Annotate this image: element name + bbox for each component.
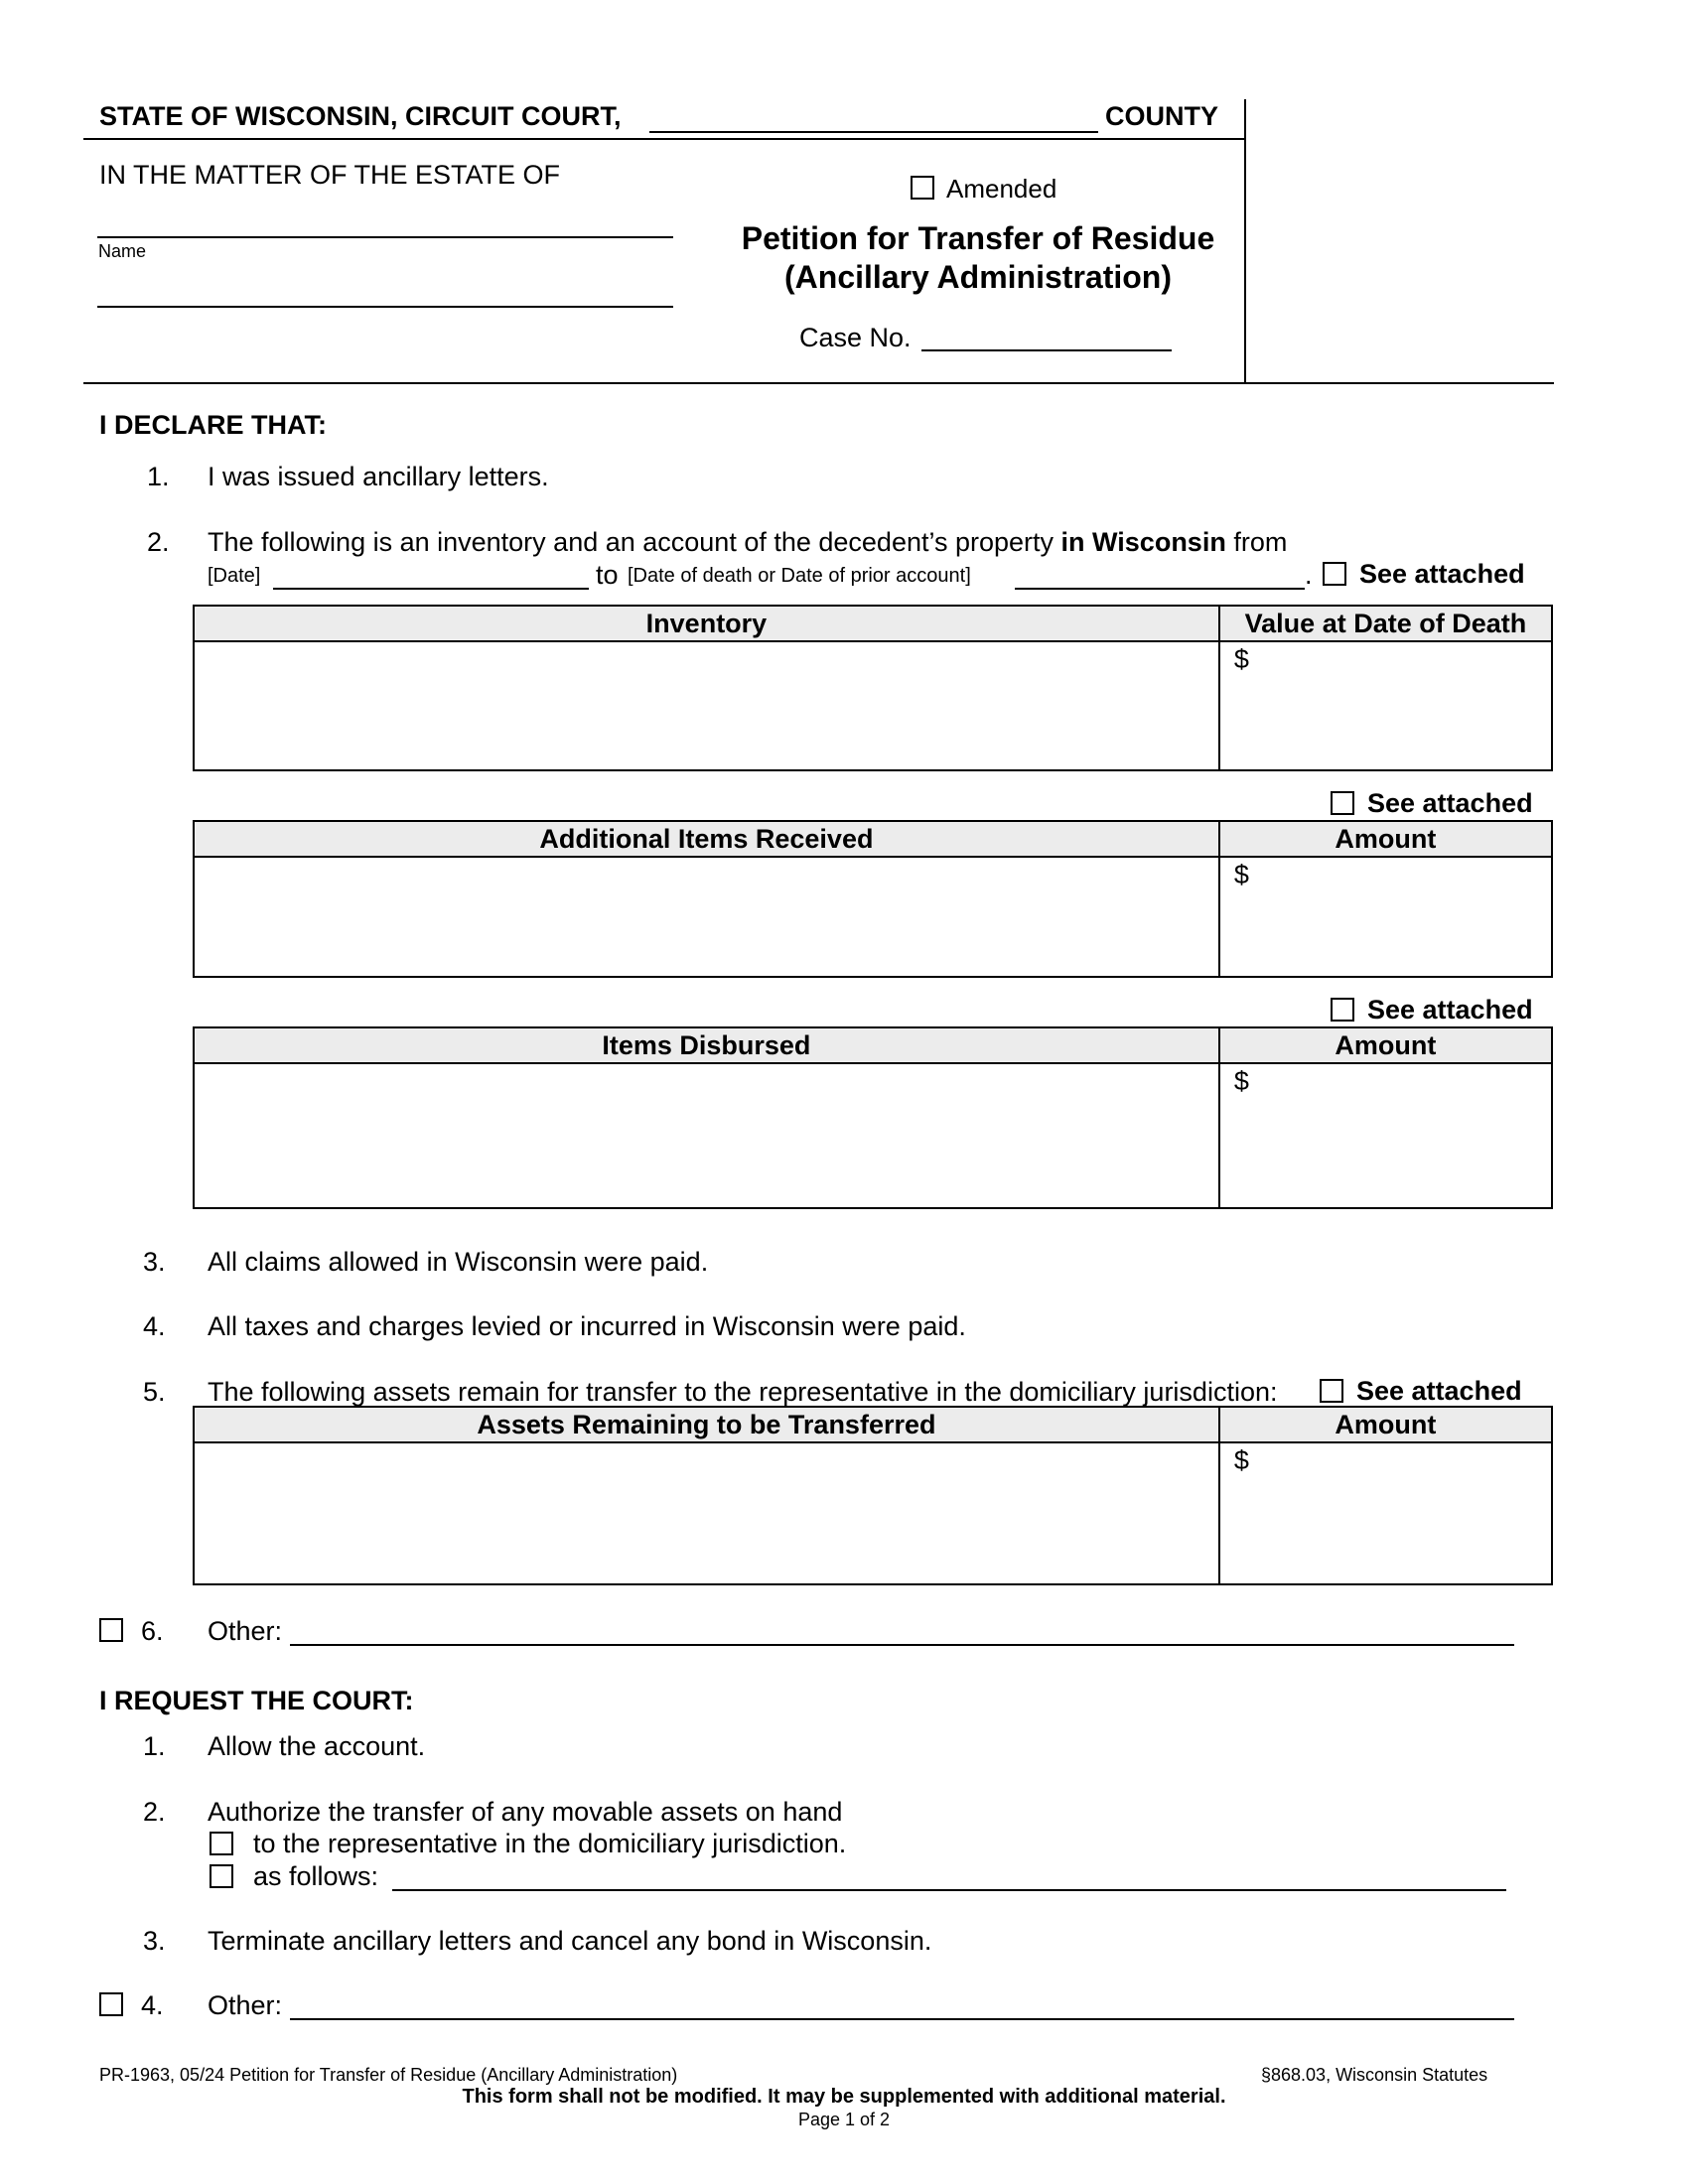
inventory-table [193, 605, 1553, 771]
additional-items-header: Additional Items Received [194, 821, 1219, 857]
court-label: STATE OF WISCONSIN, CIRCUIT COURT, [99, 101, 622, 131]
declare-item6-label: Other: [208, 1616, 283, 1646]
see-attached-checkbox-4[interactable] [1320, 1379, 1343, 1403]
request-item4-number: 4. [141, 1990, 164, 2020]
amount-cell[interactable] [1219, 857, 1552, 977]
request-item1-text: Allow the account. [208, 1731, 426, 1761]
request-item2-text: Authorize the transfer of any movable assets on hand [208, 1797, 843, 1827]
as-follows-input-line[interactable] [392, 1889, 1506, 1891]
case-no-label: Case No. [799, 323, 912, 352]
estate-name-line[interactable] [97, 236, 673, 238]
date-of-death-input-line[interactable] [1015, 588, 1305, 590]
declare-other-input-line[interactable] [290, 1644, 1514, 1646]
inventory-header: Inventory [194, 606, 1219, 641]
transfer-to-representative-label: to the representative in the domiciliary jurisdiction. [253, 1829, 847, 1858]
dollar-sign: $ [1233, 860, 1249, 889]
items-disbursed-cell[interactable] [194, 1063, 1219, 1208]
county-input-line[interactable] [649, 131, 1098, 133]
additional-items-table [193, 820, 1553, 978]
amount-header: Amount [1219, 1407, 1552, 1442]
declare-item2-number: 2. [147, 527, 170, 557]
request-item4-label: Other: [208, 1990, 283, 2020]
period: . [1305, 560, 1313, 590]
see-attached-label-1: See attached [1359, 559, 1525, 589]
footer-statute: §868.03, Wisconsin Statutes [1261, 2065, 1488, 2085]
value-at-death-header: Value at Date of Death [1219, 606, 1552, 641]
assets-remaining-table [193, 1406, 1553, 1585]
estate-matter-label: IN THE MATTER OF THE ESTATE OF [99, 160, 561, 190]
amount-cell[interactable] [1219, 1063, 1552, 1208]
transfer-to-representative-checkbox[interactable] [210, 1832, 233, 1855]
declare-item6-number: 6. [141, 1616, 164, 1646]
header-divider-top [83, 138, 1245, 140]
county-label: COUNTY [1105, 101, 1218, 131]
value-cell[interactable] [1219, 641, 1552, 770]
request-item2-number: 2. [143, 1797, 166, 1827]
request-item3-text: Terminate ancillary letters and cancel any bond in Wisconsin. [208, 1926, 932, 1956]
declare-item6-checkbox[interactable] [99, 1618, 123, 1642]
footer-page-number: Page 1 of 2 [797, 2110, 891, 2129]
see-attached-checkbox-1[interactable] [1323, 562, 1346, 586]
date-input-line[interactable] [273, 588, 589, 590]
declare-item4-text: All taxes and charges levied or incurred in Wisconsin were paid. [208, 1311, 966, 1341]
request-item1-number: 1. [143, 1731, 166, 1761]
name-caption: Name [98, 241, 147, 261]
footer-notice: This form shall not be modified. It may be supplemented with additional material. [462, 2086, 1226, 2108]
dollar-sign: $ [1233, 644, 1249, 674]
request-item3-number: 3. [143, 1926, 166, 1956]
see-attached-label-3: See attached [1367, 995, 1533, 1024]
declare-heading: I DECLARE THAT: [99, 410, 327, 440]
amended-label: Amended [946, 174, 1057, 204]
additional-items-cell[interactable] [194, 857, 1219, 977]
see-attached-checkbox-2[interactable] [1331, 791, 1354, 815]
declare-item3-number: 3. [143, 1247, 166, 1277]
transfer-as-follows-label: as follows: [253, 1861, 379, 1891]
items-disbursed-table [193, 1026, 1553, 1209]
case-no-input-line[interactable] [921, 349, 1172, 351]
see-attached-label-4: See attached [1356, 1376, 1522, 1406]
form-subtitle: (Ancillary Administration) [784, 259, 1172, 295]
assets-remaining-header: Assets Remaining to be Transferred [194, 1407, 1219, 1442]
declare-item1-number: 1. [147, 462, 170, 491]
dollar-sign: $ [1233, 1066, 1249, 1096]
form-title: Petition for Transfer of Residue [741, 220, 1215, 256]
amount-header: Amount [1219, 1027, 1552, 1063]
inventory-cell[interactable] [194, 641, 1219, 770]
amount-cell[interactable] [1219, 1442, 1552, 1584]
request-item4-checkbox[interactable] [99, 1992, 123, 2016]
assets-remaining-cell[interactable] [194, 1442, 1219, 1584]
declare-item3-text: All claims allowed in Wisconsin were paid. [208, 1247, 709, 1277]
date-label: [Date] [208, 565, 261, 587]
declare-item1-text: I was issued ancillary letters. [208, 462, 549, 491]
declare-item2-text: The following is an inventory and an account of the decedent’s property in Wisconsin from [208, 527, 1288, 557]
date-of-death-label: [Date of death or Date of prior account] [628, 565, 971, 587]
dollar-sign: $ [1233, 1445, 1249, 1475]
amount-header: Amount [1219, 821, 1552, 857]
request-other-input-line[interactable] [290, 2018, 1514, 2020]
estate-name-line-2[interactable] [97, 306, 673, 308]
declare-item5-number: 5. [143, 1377, 166, 1407]
see-attached-label-2: See attached [1367, 788, 1533, 818]
footer-form-id: PR-1963, 05/24 Petition for Transfer of Residue (Ancillary Administration) [99, 2065, 678, 2085]
amended-checkbox[interactable] [911, 176, 934, 200]
transfer-as-follows-checkbox[interactable] [210, 1864, 233, 1888]
request-heading: I REQUEST THE COURT: [99, 1686, 414, 1715]
declare-item4-number: 4. [143, 1311, 166, 1341]
items-disbursed-header: Items Disbursed [194, 1027, 1219, 1063]
declare-item5-text: The following assets remain for transfer to the representative in the domiciliary jurisdiction: [208, 1377, 1278, 1407]
to-label: to [596, 560, 619, 590]
header-divider-bottom [83, 382, 1554, 384]
see-attached-checkbox-3[interactable] [1331, 998, 1354, 1022]
